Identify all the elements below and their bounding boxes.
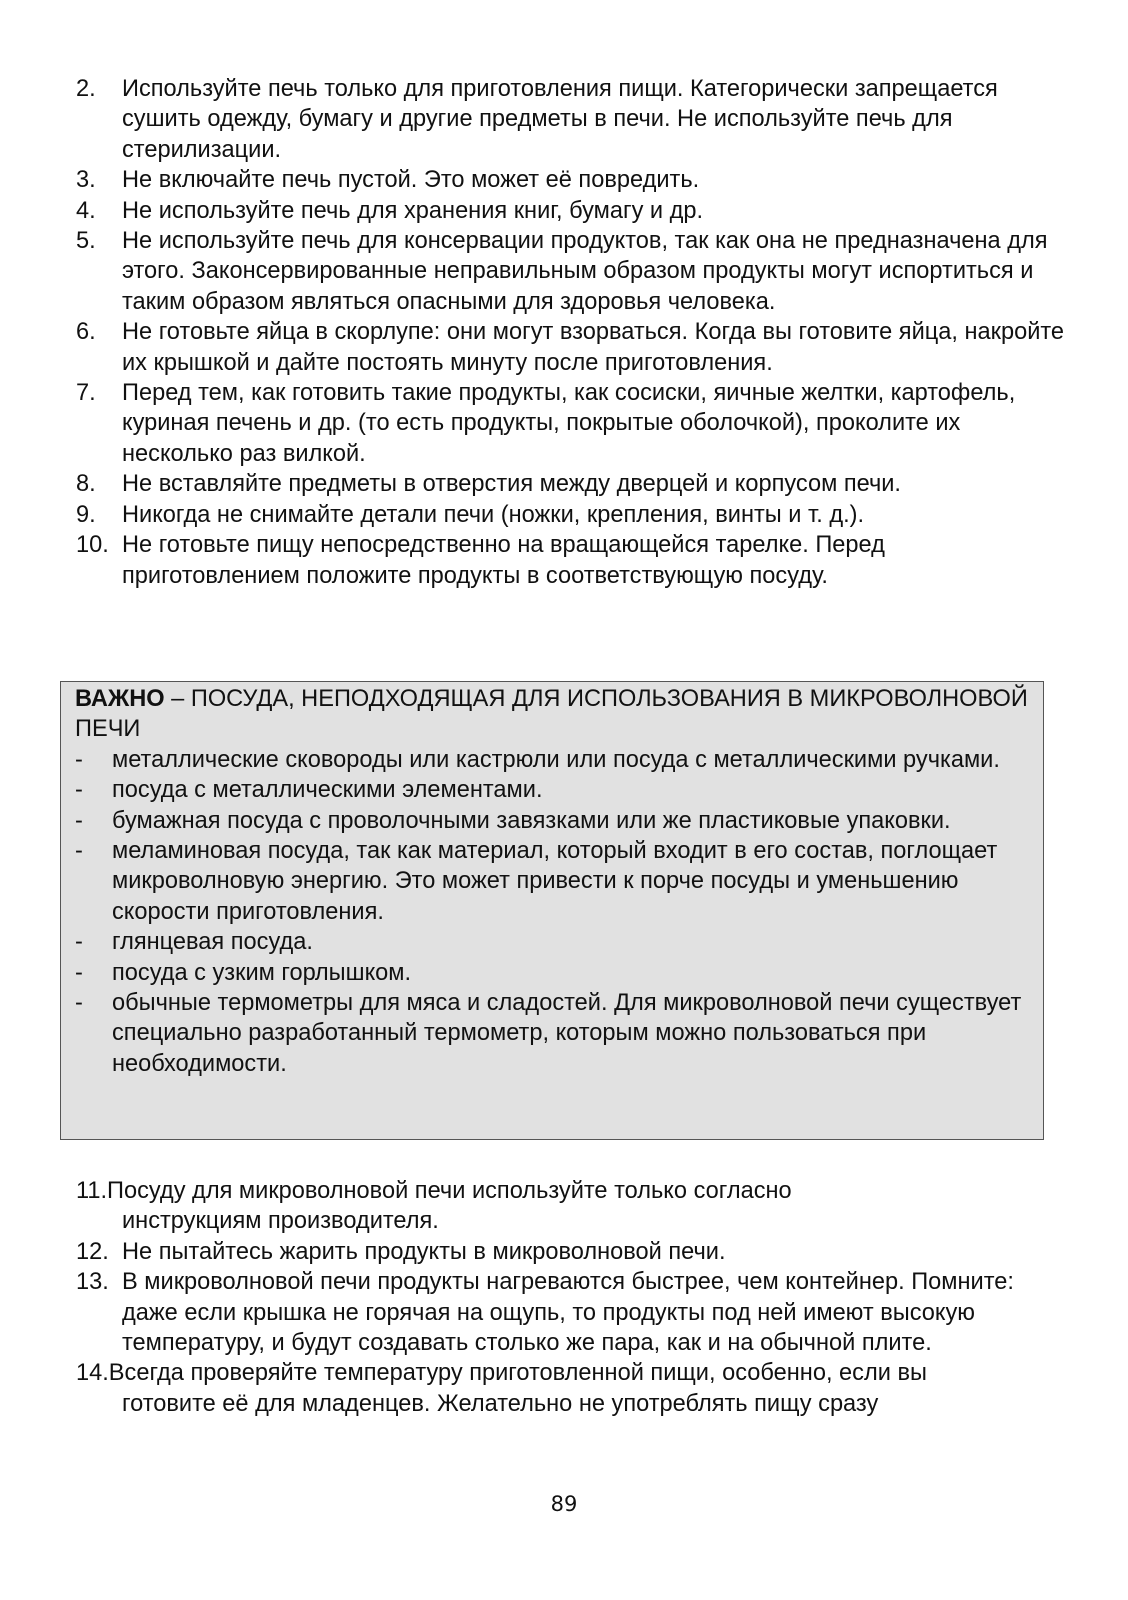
item-number: 12.	[76, 1238, 109, 1265]
item-number: 5.	[76, 228, 96, 255]
item-number: 3.	[76, 167, 96, 194]
item-text: Перед тем, как готовить такие продукты, как сосиски, яичные желтки, картофель, куриная печень и др. (то есть продукты, покрытые оболочкой), проколите их несколько раз вилкой.	[122, 380, 1016, 467]
item-number: 13.	[76, 1269, 109, 1296]
page-number: 89	[550, 1492, 578, 1516]
item-text: бумажная посуда с проволочными завязками или же пластиковые упаковки.	[112, 807, 951, 834]
safety-list-top	[76, 74, 1066, 591]
list-item	[75, 806, 1029, 836]
list-item	[76, 1267, 1066, 1358]
item-text: глянцевая посуда.	[112, 929, 313, 956]
dash-bullet: -	[75, 777, 83, 804]
item-number: 2.	[76, 76, 96, 102]
item-text: Не используйте печь для хранения книг, бумагу и др.	[122, 197, 704, 224]
item-text: Не используйте печь для консервации продуктов, так как она не предназначена для этого. Законсервированные неправильным образом продукты могут испортиться и таким образом являться опасными для здоровья человека.	[122, 228, 1048, 315]
item-number: 8.	[76, 471, 96, 498]
dash-bullet: -	[75, 929, 83, 956]
item-number: 6.	[76, 319, 96, 346]
list-item	[76, 1358, 1066, 1419]
list-item	[76, 530, 1066, 591]
list-item	[76, 226, 1066, 317]
item-text: Не готовьте пищу непосредственно на вращающейся тарелке. Перед приготовлением положите продукты в соответствующую посуду.	[122, 532, 885, 589]
item-text-continuation: инструкциям производителя.	[122, 1208, 439, 1235]
item-text: посуда с узким горлышком.	[112, 959, 412, 986]
important-title	[75, 684, 1029, 745]
item-text: посуда с металлическими элементами.	[112, 777, 543, 804]
item-text: Никогда не снимайте детали печи (ножки, крепления, винты и т. д.).	[122, 501, 865, 528]
item-text: Используйте печь только для приготовления пищи. Категорически запрещается сушить одежду, бумагу и другие предметы в печи. Не используйте печь для стерилизации.	[122, 76, 998, 163]
dash-bullet: -	[75, 990, 83, 1017]
list-item	[75, 958, 1029, 988]
list-item	[75, 745, 1029, 775]
item-text: Не включайте печь пустой. Это может её повредить.	[122, 167, 700, 194]
list-item	[76, 317, 1066, 378]
item-number: 10.	[76, 532, 109, 559]
safety-list-bottom	[76, 1176, 1066, 1419]
item-text-first-line: 11.Посуду для микроволновой печи используйте только согласно	[76, 1178, 792, 1204]
list-item	[76, 378, 1066, 469]
list-item	[76, 74, 1066, 165]
item-number: 9.	[76, 501, 96, 528]
item-text: металлические сковороды или кастрюли или посуда с металлическими ручками.	[112, 746, 1000, 773]
important-title-text: – ПОСУДА, НЕПОДХОДЯЩАЯ ДЛЯ ИСПОЛЬЗОВАНИЯ В МИКРОВОЛНОВОЙ ПЕЧИ	[75, 686, 1028, 743]
item-text: меламиновая посуда, так как материал, который входит в его состав, поглощает микроволновую энергию. Это может привести к порче посуды и уменьшению скорости приготовления.	[112, 838, 998, 925]
item-number: 4.	[76, 197, 96, 224]
item-text: Не вставляйте предметы в отверстия между дверцей и корпусом печи.	[122, 471, 901, 498]
dash-bullet: -	[75, 746, 83, 773]
dash-bullet: -	[75, 807, 83, 834]
list-item	[76, 165, 1066, 195]
list-item	[76, 1176, 1066, 1237]
item-text-continuation: готовите её для младенцев. Желательно не употреблять пищу сразу	[122, 1390, 879, 1417]
list-item	[76, 500, 1066, 530]
list-item	[75, 836, 1029, 927]
list-item	[76, 469, 1066, 499]
item-text: Не пытайтесь жарить продукты в микроволновой печи.	[122, 1238, 726, 1265]
list-item	[75, 927, 1029, 957]
item-number: 7.	[76, 380, 96, 407]
list-item	[76, 1237, 1066, 1267]
dash-bullet: -	[75, 838, 83, 865]
item-text: обычные термометры для мяса и сладостей. Для микроволновой печи существует специально разработанный термометр, которым можно пользоваться при необходимости.	[112, 990, 1022, 1077]
item-text: В микроволновой печи продукты нагреваются быстрее, чем контейнер. Помните: даже если крышка не горячая на ощупь, то продукты под ней имеют высокую температуру, и будут создавать столько же пара, как и на обычной плите.	[122, 1269, 1014, 1357]
dash-bullet: -	[75, 959, 83, 986]
important-notice-box	[60, 681, 1044, 1140]
unsuitable-cookware-list	[75, 745, 1029, 1079]
list-item	[75, 775, 1029, 805]
important-title-bold: ВАЖНО	[75, 686, 165, 712]
item-text: Не готовьте яйца в скорлупе: они могут взорваться. Когда вы готовите яйца, накройте их крышкой и дайте постоять минуту после приготовления.	[122, 319, 1065, 376]
list-item	[76, 196, 1066, 226]
item-text-first-line: 14.Всегда проверяйте температуру приготовленной пищи, особенно, если вы	[76, 1360, 927, 1387]
list-item	[75, 988, 1029, 1079]
